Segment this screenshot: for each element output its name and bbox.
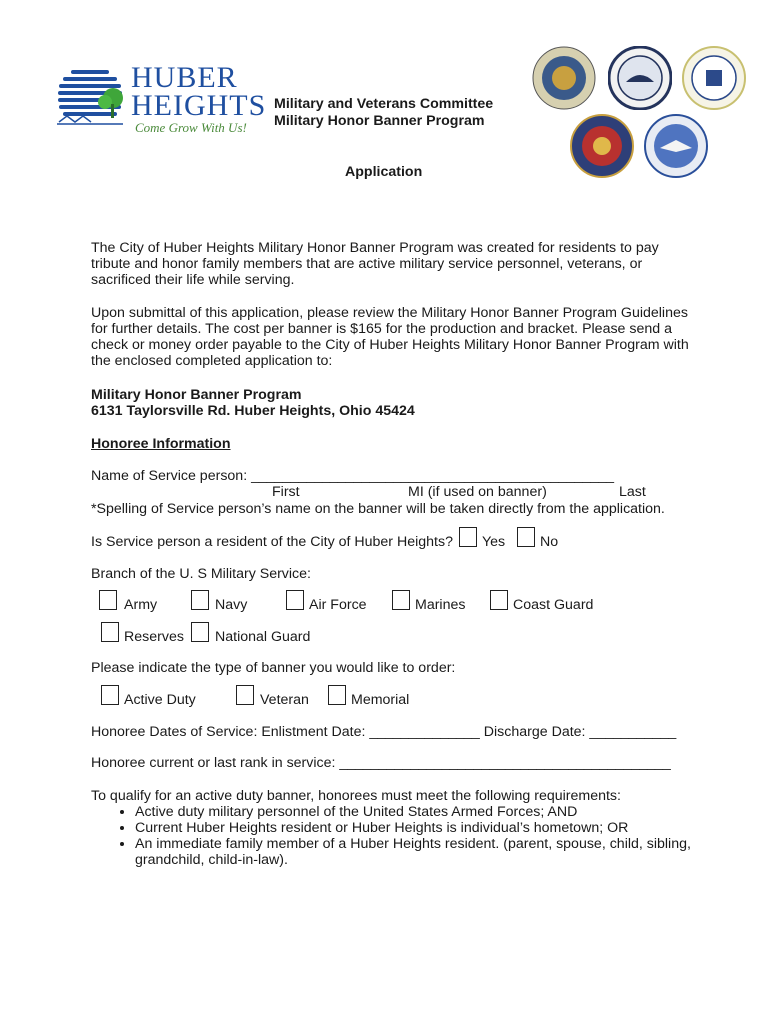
navy-checkbox[interactable]: [191, 590, 209, 610]
service-person-name-field[interactable]: Name of Service person: ______________________________________________: [91, 468, 615, 484]
national-guard-checkbox[interactable]: [191, 622, 209, 642]
requirement-item: • An immediate family member of a Huber Heights resident. (parent, spouse, child, sibling, grandchild, child-in-law).: [135, 836, 710, 868]
marines-checkbox[interactable]: [392, 590, 410, 610]
logo-tagline: Come Grow With Us!: [135, 120, 247, 135]
intro-p1-line3: sacrificed their life while serving.: [91, 272, 295, 288]
coast-guard-seal-icon: [682, 46, 746, 110]
national-guard-label: National Guard: [215, 629, 311, 645]
honoree-heading: Honoree Information: [91, 436, 231, 452]
coast-guard-label: Coast Guard: [513, 597, 594, 613]
branch-label: Branch of the U. S Military Service:: [91, 566, 311, 582]
reserves-checkbox[interactable]: [101, 622, 119, 642]
resident-no-label: No: [540, 534, 559, 550]
intro-p2-line3: check or money order payable to the City of Huber Heights Military Honor Banner Program with: [91, 337, 689, 353]
army-label: Army: [124, 597, 158, 613]
intro-p2-line2: for further details. The cost per banner is $165 for the production and bracket. Please send a: [91, 321, 672, 337]
resident-no-checkbox[interactable]: [517, 527, 535, 547]
last-name-caption: Last: [619, 484, 646, 500]
army-checkbox[interactable]: [99, 590, 117, 610]
veteran-checkbox[interactable]: [236, 685, 254, 705]
intro-p1-line1: The City of Huber Heights Military Honor Banner Program was created for residents to pay: [91, 240, 659, 256]
navy-seal-icon: [608, 46, 672, 110]
program-title: Military Honor Banner Program: [274, 113, 485, 129]
spelling-note: *Spelling of Service person’s name on the banner will be taken directly from the application.: [91, 501, 665, 517]
marine-corps-seal-icon: [570, 114, 634, 178]
resident-yes-checkbox[interactable]: [459, 527, 477, 547]
air-force-checkbox[interactable]: [286, 590, 304, 610]
intro-p2-line4: the enclosed completed application to:: [91, 353, 333, 369]
intro-p2-line1: Upon submittal of this application, please review the Military Honor Banner Program Guidelines: [91, 305, 688, 321]
veteran-label: Veteran: [260, 692, 309, 708]
middle-initial-caption: MI (if used on banner): [408, 484, 547, 500]
huber-heights-logo: [57, 61, 267, 140]
committee-title: Military and Veterans Committee: [274, 96, 494, 112]
reserves-label: Reserves: [124, 629, 184, 645]
resident-yes-label: Yes: [482, 534, 506, 550]
address-name: Military Honor Banner Program: [91, 387, 302, 403]
marines-label: Marines: [415, 597, 466, 613]
air-force-seal-icon: [644, 114, 708, 178]
document-title: Application: [345, 164, 423, 180]
memorial-checkbox[interactable]: [328, 685, 346, 705]
logo-name-line2: HEIGHTS: [131, 89, 267, 122]
active-duty-checkbox[interactable]: [101, 685, 119, 705]
intro-p1-line2: tribute and honor family members that are active military service personnel, veterans, or: [91, 256, 643, 272]
requirement-item: • Current Huber Heights resident or Huber Heights is individual’s hometown; OR: [135, 820, 710, 836]
first-name-caption: First: [272, 484, 300, 500]
service-dates-field[interactable]: Honoree Dates of Service: Enlistment Date: ______________ Discharge Date: ___________: [91, 724, 677, 740]
logo-name-line1: HUBER: [131, 61, 238, 94]
rank-field[interactable]: Honoree current or last rank in service: __________________________________________: [91, 755, 671, 771]
coast-guard-checkbox[interactable]: [490, 590, 508, 610]
requirements-intro: To qualify for an active duty banner, honorees must meet the following requirements:: [91, 788, 621, 804]
air-force-label: Air Force: [309, 597, 367, 613]
active-duty-label: Active Duty: [124, 692, 196, 708]
banner-type-label: Please indicate the type of banner you would like to order:: [91, 660, 456, 676]
memorial-label: Memorial: [351, 692, 410, 708]
requirements-list: [90, 804, 710, 868]
navy-label: Navy: [215, 597, 248, 613]
address-street: 6131 Taylorsville Rd. Huber Heights, Ohio 45424: [91, 403, 415, 419]
army-seal-icon: [532, 46, 596, 110]
requirement-item: • Active duty military personnel of the United States Armed Forces; AND: [135, 804, 710, 820]
resident-question: Is Service person a resident of the City of Huber Heights?: [91, 534, 453, 550]
